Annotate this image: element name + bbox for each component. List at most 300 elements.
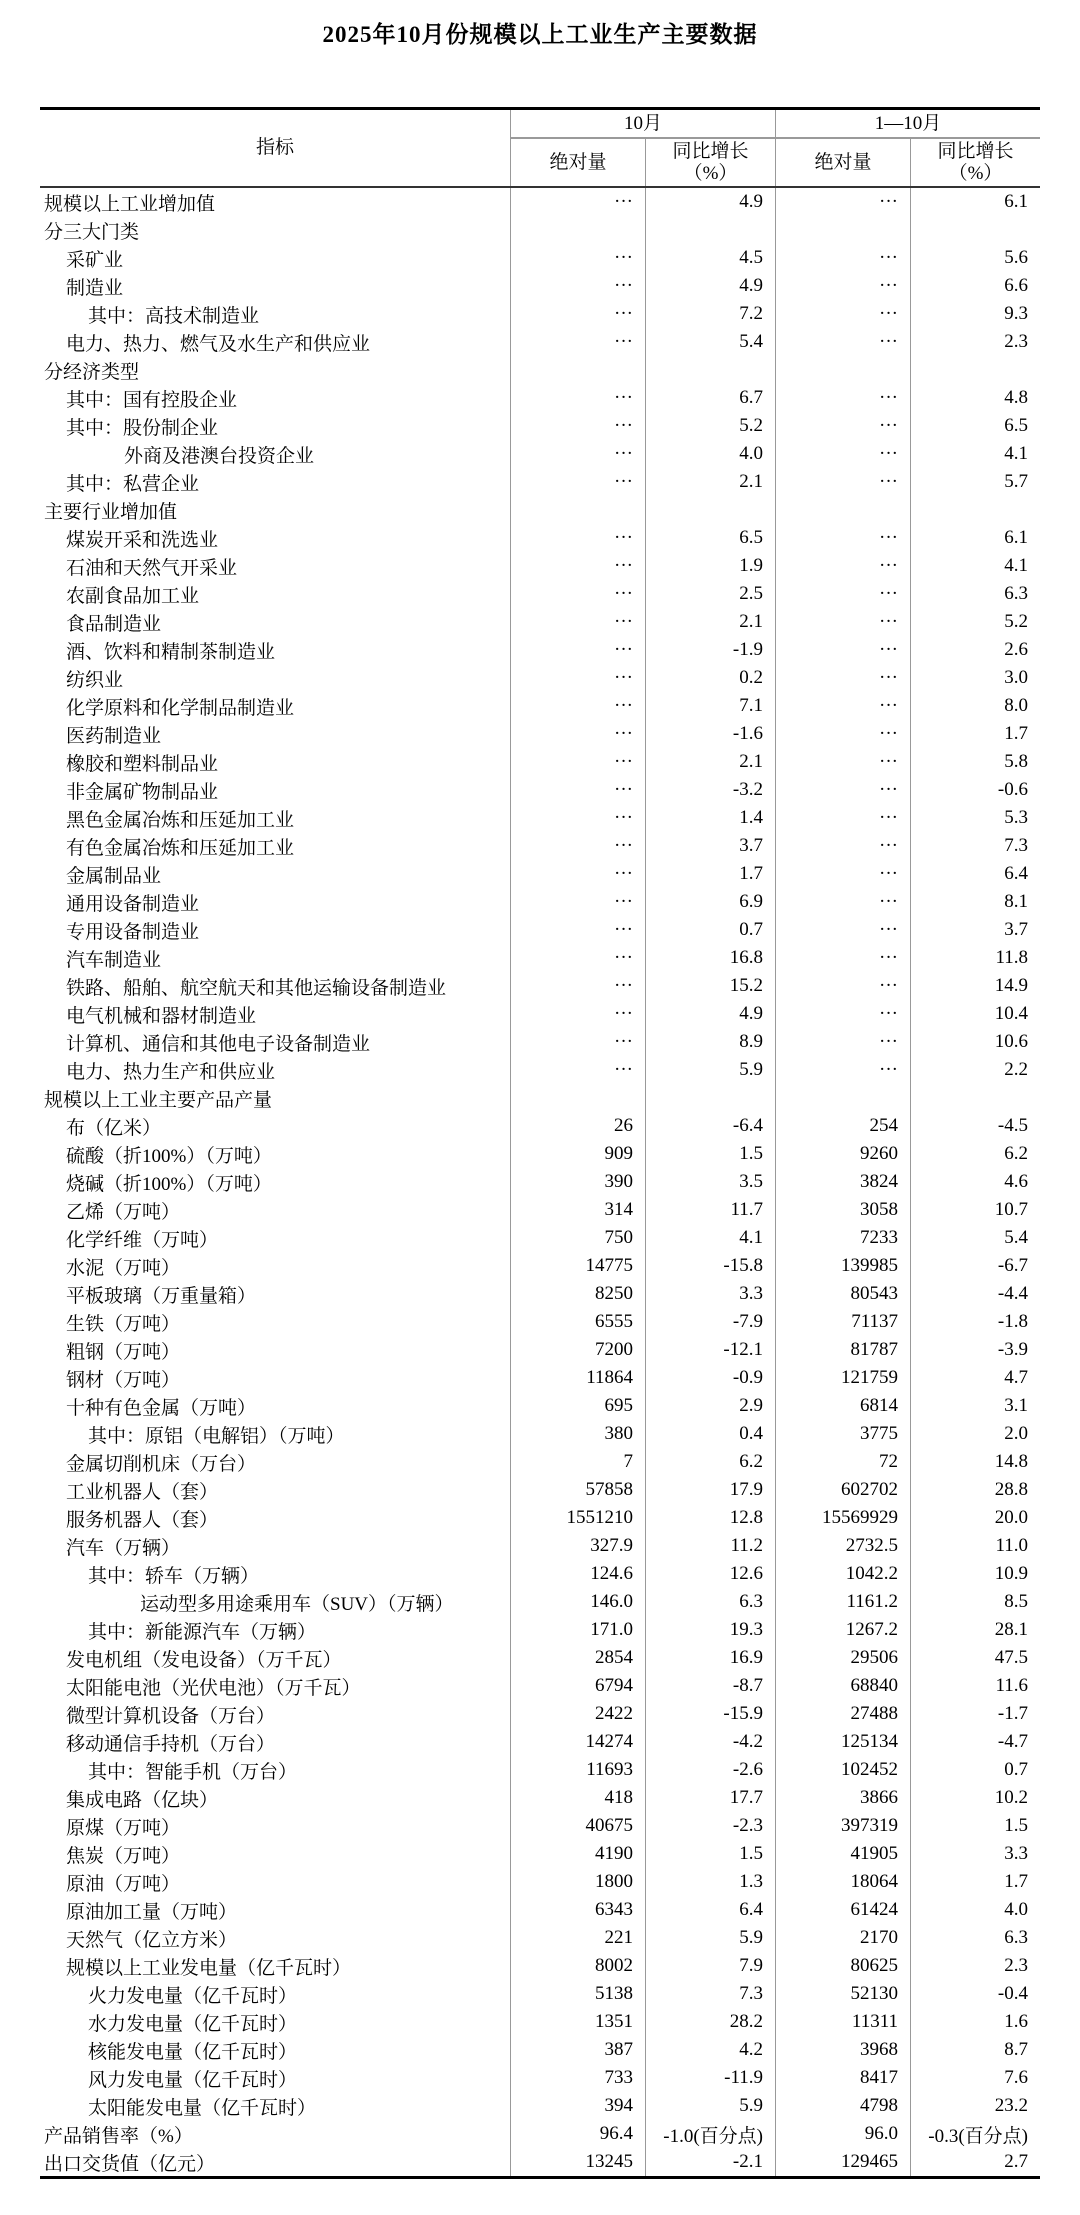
value-cell-janoct-abs: ···: [775, 580, 910, 608]
indicator-label: 风力发电量（亿千瓦时）: [88, 2069, 298, 2091]
value-cell-janoct-abs: 7233: [775, 1224, 910, 1252]
indicator-label: 金属制品业: [66, 865, 162, 887]
table-row: [40, 636, 1040, 664]
value-cell-oct-yoy: 1.3: [645, 1868, 775, 1896]
table-row: [40, 272, 1040, 300]
value-cell-janoct-abs: 27488: [775, 1700, 910, 1728]
value-cell-oct-abs: 2854: [510, 1644, 645, 1672]
indicator-label: 计算机、通信和其他电子设备制造业: [66, 1033, 371, 1055]
indicator-label: 生铁（万吨）: [66, 1313, 181, 1335]
value-cell-oct-abs: ···: [510, 188, 645, 216]
value-cell-oct-yoy: 7.1: [645, 692, 775, 720]
value-cell-oct-abs: 1551210: [510, 1504, 645, 1532]
value-cell-janoct-yoy: -4.5: [910, 1112, 1040, 1140]
table-row: [40, 1784, 1040, 1812]
value-cell-janoct-abs: 71137: [775, 1308, 910, 1336]
indicator-label: 其中：轿车（万辆）: [88, 1565, 260, 1587]
indicator-label: 烧碱（折100%）（万吨）: [66, 1173, 272, 1195]
header-yoy-line2: （%）: [683, 162, 738, 184]
value-cell-oct-abs: ···: [510, 1000, 645, 1028]
value-cell-oct-abs: 11864: [510, 1364, 645, 1392]
table-row: [40, 1896, 1040, 1924]
value-cell-janoct-abs: 11311: [775, 2008, 910, 2036]
value-cell-oct-yoy: -2.6: [645, 1756, 775, 1784]
table-row: [40, 1644, 1040, 1672]
indicator-label: 其中：私营企业: [66, 473, 200, 495]
value-cell-janoct-yoy: 2.3: [910, 1952, 1040, 1980]
value-cell-janoct-abs: 61424: [775, 1896, 910, 1924]
value-cell-janoct-abs: 602702: [775, 1476, 910, 1504]
table-row: [40, 412, 1040, 440]
indicator-label: 其中：新能源汽车（万辆）: [88, 1621, 317, 1643]
value-cell-janoct-abs: 81787: [775, 1336, 910, 1364]
value-cell-janoct-yoy: 4.0: [910, 1896, 1040, 1924]
value-cell-oct-yoy: 7.2: [645, 300, 775, 328]
value-cell-janoct-yoy: 9.3: [910, 300, 1040, 328]
indicator-label: 煤炭开采和洗选业: [66, 529, 219, 551]
value-cell-janoct-abs: 3775: [775, 1420, 910, 1448]
table-row: [40, 1980, 1040, 2008]
value-cell-janoct-abs: 9260: [775, 1140, 910, 1168]
indicator-label: 农副食品加工业: [66, 585, 200, 607]
indicator-label: 专用设备制造业: [66, 921, 200, 943]
value-cell-janoct-yoy: [910, 356, 1040, 384]
value-cell-janoct-abs: 8417: [775, 2064, 910, 2092]
value-cell-janoct-abs: ···: [775, 188, 910, 216]
header-yoy-line2: （%）: [948, 162, 1003, 184]
value-cell-oct-abs: ···: [510, 1056, 645, 1084]
value-cell-janoct-abs: 2170: [775, 1924, 910, 1952]
value-cell-janoct-yoy: 11.8: [910, 944, 1040, 972]
value-cell-janoct-abs: ···: [775, 244, 910, 272]
value-cell-oct-yoy: 17.7: [645, 1784, 775, 1812]
table-row: [40, 804, 1040, 832]
value-cell-oct-abs: 1351: [510, 2008, 645, 2036]
value-cell-janoct-yoy: 5.6: [910, 244, 1040, 272]
indicator-label: 水力发电量（亿千瓦时）: [88, 2013, 298, 2035]
value-cell-oct-abs: 124.6: [510, 1560, 645, 1588]
value-cell-oct-abs: ···: [510, 468, 645, 496]
indicator-label: 硫酸（折100%）（万吨）: [66, 1145, 272, 1167]
value-cell-janoct-yoy: 4.7: [910, 1364, 1040, 1392]
value-cell-oct-yoy: 5.2: [645, 412, 775, 440]
value-cell-oct-abs: 7200: [510, 1336, 645, 1364]
indicator-label: 铁路、船舶、航空航天和其他运输设备制造业: [66, 977, 447, 999]
value-cell-oct-yoy: 4.1: [645, 1224, 775, 1252]
table-row: [40, 188, 1040, 216]
value-cell-janoct-yoy: 3.3: [910, 1840, 1040, 1868]
value-cell-oct-yoy: -6.4: [645, 1112, 775, 1140]
value-cell-janoct-yoy: 10.9: [910, 1560, 1040, 1588]
header-yoy-jan-oct: [910, 139, 1040, 186]
value-cell-janoct-abs: 80543: [775, 1280, 910, 1308]
table-row: [40, 1588, 1040, 1616]
value-cell-oct-yoy: -12.1: [645, 1336, 775, 1364]
value-cell-janoct-yoy: 4.1: [910, 552, 1040, 580]
value-cell-oct-abs: ···: [510, 692, 645, 720]
value-cell-janoct-yoy: 3.7: [910, 916, 1040, 944]
table-row: [40, 524, 1040, 552]
value-cell-oct-abs: ···: [510, 832, 645, 860]
indicator-label: 钢材（万吨）: [66, 1369, 181, 1391]
value-cell-janoct-abs: ···: [775, 384, 910, 412]
value-cell-janoct-yoy: 7.3: [910, 832, 1040, 860]
value-cell-oct-yoy: 0.7: [645, 916, 775, 944]
value-cell-oct-abs: ···: [510, 776, 645, 804]
table-row: [40, 1140, 1040, 1168]
value-cell-oct-yoy: 15.2: [645, 972, 775, 1000]
value-cell-oct-yoy: -8.7: [645, 1672, 775, 1700]
indicator-label: 采矿业: [66, 249, 124, 271]
value-cell-janoct-abs: 125134: [775, 1728, 910, 1756]
value-cell-janoct-yoy: 8.7: [910, 2036, 1040, 2064]
value-cell-oct-abs: ···: [510, 664, 645, 692]
value-cell-janoct-abs: ···: [775, 524, 910, 552]
value-cell-oct-yoy: 12.6: [645, 1560, 775, 1588]
indicator-label: 十种有色金属（万吨）: [66, 1397, 257, 1419]
value-cell-oct-abs: [510, 216, 645, 244]
table-header: [40, 110, 1040, 188]
table-row: [40, 328, 1040, 356]
value-cell-janoct-abs: ···: [775, 888, 910, 916]
value-cell-janoct-yoy: 1.6: [910, 2008, 1040, 2036]
value-cell-oct-abs: ···: [510, 244, 645, 272]
value-cell-oct-abs: 418: [510, 1784, 645, 1812]
value-cell-oct-abs: ···: [510, 888, 645, 916]
indicator-label: 其中：股份制企业: [66, 417, 219, 439]
value-cell-janoct-yoy: 3.0: [910, 664, 1040, 692]
page-title: 2025年10月份规模以上工业生产主要数据: [322, 22, 758, 47]
value-cell-janoct-abs: 397319: [775, 1812, 910, 1840]
value-cell-janoct-abs: 68840: [775, 1672, 910, 1700]
value-cell-janoct-abs: ···: [775, 440, 910, 468]
value-cell-oct-yoy: -7.9: [645, 1308, 775, 1336]
header-abs-jan-oct: 绝对量: [775, 139, 910, 186]
value-cell-janoct-abs: ···: [775, 328, 910, 356]
table-row: [40, 1420, 1040, 1448]
value-cell-janoct-abs: ···: [775, 412, 910, 440]
value-cell-oct-yoy: 3.5: [645, 1168, 775, 1196]
value-cell-janoct-abs: 18064: [775, 1868, 910, 1896]
value-cell-oct-abs: [510, 1084, 645, 1112]
indicator-label: 微型计算机设备（万台）: [66, 1705, 276, 1727]
indicator-label: 太阳能发电量（亿千瓦时）: [88, 2097, 317, 2119]
value-cell-oct-abs: ···: [510, 384, 645, 412]
value-cell-oct-abs: 13245: [510, 2148, 645, 2176]
indicator-label: 乙烯（万吨）: [66, 1201, 181, 1223]
value-cell-janoct-abs: [775, 496, 910, 524]
value-cell-oct-abs: 221: [510, 1924, 645, 1952]
value-cell-oct-yoy: -2.1: [645, 2148, 775, 2176]
indicator-label: 集成电路（亿块）: [66, 1789, 219, 1811]
value-cell-janoct-abs: 254: [775, 1112, 910, 1140]
table-row: [40, 1448, 1040, 1476]
indicator-label: 制造业: [66, 277, 124, 299]
value-cell-janoct-yoy: 0.7: [910, 1756, 1040, 1784]
indicator-label: 化学原料和化学制品制造业: [66, 697, 295, 719]
value-cell-janoct-yoy: 10.7: [910, 1196, 1040, 1224]
value-cell-janoct-abs: ···: [775, 272, 910, 300]
value-cell-oct-yoy: 4.9: [645, 272, 775, 300]
value-cell-oct-abs: 7: [510, 1448, 645, 1476]
indicator-label: 布（亿米）: [66, 1117, 162, 1139]
table-row: [40, 1476, 1040, 1504]
value-cell-janoct-yoy: 11.0: [910, 1532, 1040, 1560]
value-cell-oct-abs: 96.4: [510, 2120, 645, 2148]
value-cell-janoct-yoy: 5.2: [910, 608, 1040, 636]
value-cell-janoct-yoy: 23.2: [910, 2092, 1040, 2120]
indicator-label: 其中：高技术制造业: [88, 305, 260, 327]
value-cell-oct-abs: [510, 496, 645, 524]
value-cell-oct-abs: 6794: [510, 1672, 645, 1700]
value-cell-oct-yoy: 7.9: [645, 1952, 775, 1980]
indicator-label: 酒、饮料和精制茶制造业: [66, 641, 276, 663]
value-cell-oct-yoy: 11.7: [645, 1196, 775, 1224]
indicator-label: 原煤（万吨）: [66, 1817, 181, 1839]
value-cell-oct-yoy: 16.8: [645, 944, 775, 972]
header-abs-oct: 绝对量: [510, 139, 645, 186]
table-row: [40, 1084, 1040, 1112]
value-cell-janoct-abs: 121759: [775, 1364, 910, 1392]
value-cell-oct-yoy: -2.3: [645, 1812, 775, 1840]
value-cell-oct-yoy: 6.2: [645, 1448, 775, 1476]
table-row: [40, 1336, 1040, 1364]
table-row: [40, 1252, 1040, 1280]
header-yoy-oct: [645, 139, 775, 186]
indicator-label: 汽车（万辆）: [66, 1537, 181, 1559]
value-cell-oct-yoy: 4.5: [645, 244, 775, 272]
value-cell-oct-abs: 40675: [510, 1812, 645, 1840]
table-row: [40, 440, 1040, 468]
value-cell-janoct-yoy: [910, 496, 1040, 524]
value-cell-oct-abs: ···: [510, 580, 645, 608]
value-cell-janoct-yoy: 2.0: [910, 1420, 1040, 1448]
value-cell-janoct-abs: ···: [775, 748, 910, 776]
value-cell-oct-abs: 909: [510, 1140, 645, 1168]
indicator-label: 发电机组（发电设备）（万千瓦）: [66, 1649, 342, 1671]
indicator-label: 太阳能电池（光伏电池）（万千瓦）: [66, 1677, 361, 1699]
value-cell-oct-yoy: 4.9: [645, 1000, 775, 1028]
table-row: [40, 860, 1040, 888]
value-cell-janoct-abs: 3968: [775, 2036, 910, 2064]
value-cell-oct-abs: ···: [510, 440, 645, 468]
indicator-label: 分经济类型: [44, 361, 140, 383]
value-cell-oct-abs: 750: [510, 1224, 645, 1252]
table-row: [40, 2120, 1040, 2148]
value-cell-janoct-yoy: 6.3: [910, 580, 1040, 608]
value-cell-oct-abs: ···: [510, 524, 645, 552]
value-cell-oct-abs: 14775: [510, 1252, 645, 1280]
value-cell-janoct-yoy: 8.1: [910, 888, 1040, 916]
table-row: [40, 720, 1040, 748]
value-cell-janoct-yoy: 4.1: [910, 440, 1040, 468]
table-row: [40, 1728, 1040, 1756]
value-cell-oct-yoy: 28.2: [645, 2008, 775, 2036]
indicator-label: 电力、热力生产和供应业: [66, 1061, 276, 1083]
value-cell-oct-abs: ···: [510, 1028, 645, 1056]
table-row: [40, 468, 1040, 496]
table-row: [40, 776, 1040, 804]
value-cell-janoct-abs: 1267.2: [775, 1616, 910, 1644]
table-row: [40, 384, 1040, 412]
value-cell-janoct-abs: ···: [775, 664, 910, 692]
value-cell-janoct-abs: ···: [775, 692, 910, 720]
value-cell-janoct-yoy: -4.7: [910, 1728, 1040, 1756]
value-cell-janoct-yoy: 5.8: [910, 748, 1040, 776]
value-cell-oct-abs: 314: [510, 1196, 645, 1224]
value-cell-janoct-yoy: 6.1: [910, 524, 1040, 552]
indicator-label: 焦炭（万吨）: [66, 1845, 181, 1867]
value-cell-janoct-yoy: 1.7: [910, 1868, 1040, 1896]
table-row: [40, 888, 1040, 916]
value-cell-janoct-yoy: 1.7: [910, 720, 1040, 748]
value-cell-oct-yoy: 6.3: [645, 1588, 775, 1616]
header-yoy-line1: 同比增长: [672, 140, 749, 162]
table-row: [40, 2148, 1040, 2176]
value-cell-oct-yoy: 6.7: [645, 384, 775, 412]
value-cell-janoct-abs: 1161.2: [775, 1588, 910, 1616]
value-cell-oct-yoy: -15.9: [645, 1700, 775, 1728]
value-cell-oct-yoy: [645, 496, 775, 524]
value-cell-oct-yoy: [645, 356, 775, 384]
table-row: [40, 1112, 1040, 1140]
table-row: [40, 1700, 1040, 1728]
value-cell-oct-yoy: 1.9: [645, 552, 775, 580]
value-cell-janoct-abs: 15569929: [775, 1504, 910, 1532]
table-row: [40, 1280, 1040, 1308]
indicator-label: 天然气（亿立方米）: [66, 1929, 238, 1951]
indicator-label: 平板玻璃（万重量箱）: [66, 1285, 257, 1307]
value-cell-oct-abs: ···: [510, 412, 645, 440]
value-cell-oct-yoy: 16.9: [645, 1644, 775, 1672]
value-cell-oct-yoy: -0.9: [645, 1364, 775, 1392]
value-cell-janoct-yoy: 10.6: [910, 1028, 1040, 1056]
indicator-label: 黑色金属冶炼和压延加工业: [66, 809, 295, 831]
value-cell-janoct-yoy: 6.5: [910, 412, 1040, 440]
table-row: [40, 580, 1040, 608]
value-cell-janoct-yoy: 7.6: [910, 2064, 1040, 2092]
indicator-label: 金属切削机床（万台）: [66, 1453, 257, 1475]
header-group-jan-oct: 1—10月: [775, 110, 1040, 139]
table-row: [40, 2008, 1040, 2036]
indicator-label: 移动通信手持机（万台）: [66, 1733, 276, 1755]
value-cell-janoct-abs: 3824: [775, 1168, 910, 1196]
value-cell-janoct-abs: ···: [775, 1000, 910, 1028]
value-cell-oct-abs: 387: [510, 2036, 645, 2064]
table-row: [40, 1000, 1040, 1028]
value-cell-oct-yoy: 6.5: [645, 524, 775, 552]
value-cell-janoct-yoy: 2.6: [910, 636, 1040, 664]
value-cell-oct-yoy: [645, 216, 775, 244]
indicator-label: 规模以上工业主要产品产量: [44, 1089, 273, 1111]
table-row: [40, 608, 1040, 636]
value-cell-oct-yoy: 1.4: [645, 804, 775, 832]
value-cell-oct-yoy: 5.9: [645, 1924, 775, 1952]
value-cell-janoct-yoy: -3.9: [910, 1336, 1040, 1364]
value-cell-oct-yoy: 5.9: [645, 1056, 775, 1084]
value-cell-oct-abs: ···: [510, 328, 645, 356]
value-cell-oct-yoy: -1.9: [645, 636, 775, 664]
value-cell-oct-yoy: 2.1: [645, 608, 775, 636]
value-cell-janoct-yoy: 14.8: [910, 1448, 1040, 1476]
value-cell-janoct-yoy: 2.7: [910, 2148, 1040, 2176]
value-cell-janoct-abs: [775, 1084, 910, 1112]
value-cell-oct-abs: ···: [510, 552, 645, 580]
value-cell-janoct-yoy: 8.0: [910, 692, 1040, 720]
table-row: [40, 1616, 1040, 1644]
value-cell-oct-yoy: 4.9: [645, 188, 775, 216]
value-cell-janoct-yoy: 47.5: [910, 1644, 1040, 1672]
value-cell-janoct-yoy: -1.8: [910, 1308, 1040, 1336]
value-cell-janoct-yoy: 6.6: [910, 272, 1040, 300]
table-row: [40, 1504, 1040, 1532]
value-cell-janoct-abs: 29506: [775, 1644, 910, 1672]
table-row: [40, 1924, 1040, 1952]
table-row: [40, 664, 1040, 692]
value-cell-janoct-yoy: 6.1: [910, 188, 1040, 216]
value-cell-oct-abs: 2422: [510, 1700, 645, 1728]
value-cell-oct-yoy: [645, 1084, 775, 1112]
value-cell-oct-yoy: 1.7: [645, 860, 775, 888]
value-cell-oct-abs: ···: [510, 944, 645, 972]
value-cell-janoct-yoy: 11.6: [910, 1672, 1040, 1700]
value-cell-janoct-abs: ···: [775, 1056, 910, 1084]
indicator-label: 分三大门类: [44, 221, 140, 243]
value-cell-janoct-abs: 41905: [775, 1840, 910, 1868]
value-cell-oct-abs: ···: [510, 804, 645, 832]
indicator-label: 电气机械和器材制造业: [66, 1005, 257, 1027]
table-row: [40, 552, 1040, 580]
table-row: [40, 1868, 1040, 1896]
value-cell-oct-abs: ···: [510, 608, 645, 636]
value-cell-oct-abs: 6555: [510, 1308, 645, 1336]
indicator-label: 规模以上工业增加值: [44, 193, 216, 215]
value-cell-janoct-yoy: 6.4: [910, 860, 1040, 888]
indicator-label: 原油加工量（万吨）: [66, 1901, 238, 1923]
value-cell-oct-abs: ···: [510, 972, 645, 1000]
value-cell-janoct-yoy: 3.1: [910, 1392, 1040, 1420]
value-cell-oct-yoy: -15.8: [645, 1252, 775, 1280]
value-cell-oct-yoy: 0.4: [645, 1420, 775, 1448]
value-cell-oct-yoy: 12.8: [645, 1504, 775, 1532]
indicator-label: 纺织业: [66, 669, 124, 691]
value-cell-oct-abs: ···: [510, 748, 645, 776]
value-cell-janoct-yoy: 20.0: [910, 1504, 1040, 1532]
value-cell-oct-yoy: 11.2: [645, 1532, 775, 1560]
value-cell-oct-abs: 8250: [510, 1280, 645, 1308]
value-cell-oct-abs: 5138: [510, 1980, 645, 2008]
value-cell-janoct-abs: ···: [775, 860, 910, 888]
value-cell-janoct-abs: 6814: [775, 1392, 910, 1420]
value-cell-oct-yoy: -3.2: [645, 776, 775, 804]
indicator-label: 出口交货值（亿元）: [44, 2153, 216, 2175]
value-cell-oct-abs: [510, 356, 645, 384]
table-row: [40, 1056, 1040, 1084]
value-cell-janoct-abs: 102452: [775, 1756, 910, 1784]
indicator-label: 其中：国有控股企业: [66, 389, 238, 411]
table-row: [40, 244, 1040, 272]
value-cell-janoct-yoy: -0.6: [910, 776, 1040, 804]
table-row: [40, 692, 1040, 720]
value-cell-oct-yoy: 8.9: [645, 1028, 775, 1056]
value-cell-janoct-abs: ···: [775, 300, 910, 328]
value-cell-oct-abs: 390: [510, 1168, 645, 1196]
value-cell-janoct-abs: ···: [775, 720, 910, 748]
indicator-label: 食品制造业: [66, 613, 162, 635]
value-cell-janoct-yoy: 10.2: [910, 1784, 1040, 1812]
value-cell-janoct-abs: 1042.2: [775, 1560, 910, 1588]
value-cell-oct-abs: 695: [510, 1392, 645, 1420]
